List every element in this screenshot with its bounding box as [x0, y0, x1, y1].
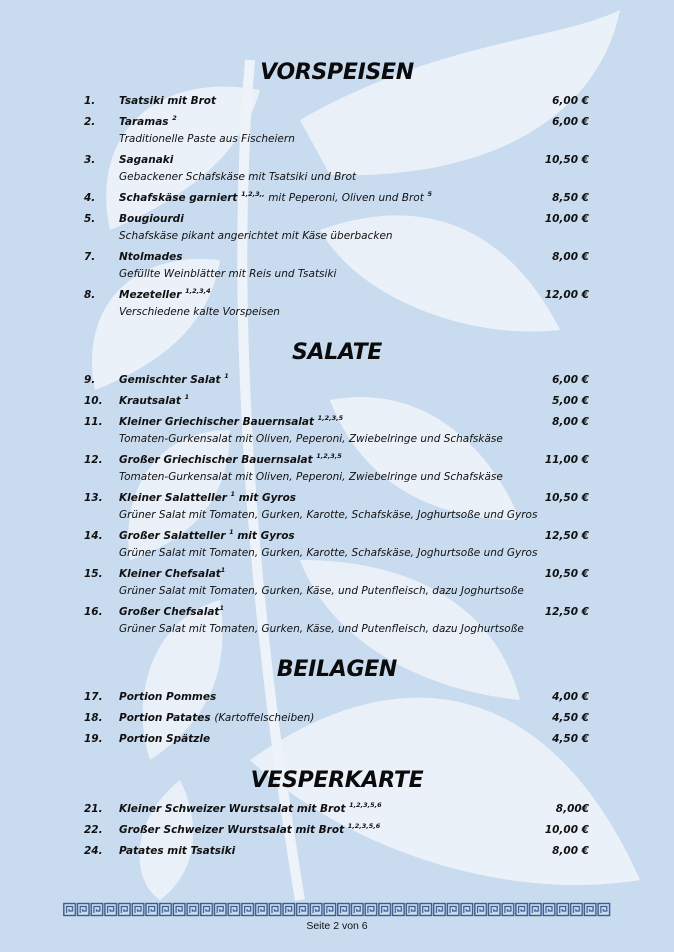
item-price: 10,50 €: [544, 492, 589, 504]
item-name: Ntolmades: [119, 251, 183, 263]
item-description: Gefüllte Weinblätter mit Reis und Tsatsiki: [119, 268, 337, 280]
item-price: 10,50 €: [544, 154, 589, 166]
allergen-note: 1,2,3,5: [316, 452, 342, 460]
item-price: 12,50 €: [544, 606, 589, 618]
item-name-suffix: mit Gyros: [237, 530, 295, 542]
item-name: Kleiner Griechischer Bauernsalat: [119, 416, 314, 428]
item-number: 9.: [84, 374, 96, 386]
allergen-note: 1,2,3,,: [241, 190, 265, 198]
item-number: 18.: [84, 712, 103, 724]
item-name: Portion Patates: [119, 712, 211, 724]
item-number: 3.: [84, 154, 96, 166]
item-name-wrap: [119, 824, 380, 836]
item-name: Kleiner Chefsalat: [119, 568, 221, 580]
item-price: 8,50 €: [552, 192, 589, 204]
allergen-note: 1,2,3,5,6: [349, 801, 382, 809]
section-title-vorspeisen: VORSPEISEN: [260, 60, 414, 85]
item-name-wrap: [119, 492, 296, 504]
section-title-beilagen: BEILAGEN: [276, 657, 398, 682]
item-name: Mezeteller: [119, 289, 182, 301]
item-name-wrap: [119, 568, 225, 580]
item-number: 5.: [84, 213, 96, 225]
item-number: 2.: [84, 116, 96, 128]
item-name-wrap: [119, 374, 229, 386]
item-price: 6,00 €: [552, 116, 589, 128]
item-name: Portion Pommes: [119, 691, 217, 703]
item-price: 8,00 €: [552, 845, 589, 857]
item-number: 15.: [84, 568, 103, 580]
item-price: 5,00 €: [552, 395, 589, 407]
item-description: Grüner Salat mit Tomaten, Gurken, Karotte, Schafskäse, Joghurtsoße und Gyros: [119, 547, 538, 559]
allergen-note: 1,2,3,5,6: [347, 822, 381, 830]
item-number: 10.: [84, 395, 103, 407]
item-name: Taramas: [119, 116, 169, 128]
item-description: Verschiedene kalte Vorspeisen: [119, 306, 280, 318]
item-number: 1.: [84, 95, 96, 107]
item-number: 14.: [84, 530, 103, 542]
item-name-wrap: [119, 712, 314, 724]
page-number: Seite 2 von 6: [306, 920, 368, 932]
item-price: 8,00€: [555, 803, 589, 815]
allergen-note: 1: [219, 604, 224, 612]
item-name: Großer Salatteller: [119, 530, 226, 542]
item-price: 4,50 €: [552, 712, 589, 724]
item-name-wrap: [119, 454, 342, 466]
item-price: 8,00 €: [552, 416, 589, 428]
item-description: Grüner Salat mit Tomaten, Gurken, Karotte, Schafskäse, Joghurtsoße und Gyros: [119, 509, 538, 521]
item-name: Patates mit Tsatsiki: [119, 845, 236, 857]
item-number: 12.: [84, 454, 103, 466]
item-name-wrap: [119, 192, 432, 204]
item-number: 7.: [84, 251, 96, 263]
item-name: Saganaki: [119, 154, 174, 166]
item-price: 4,50 €: [552, 733, 589, 745]
item-number: 8.: [84, 289, 96, 301]
item-name: Tsatsiki mit Brot: [119, 95, 216, 107]
item-description: Traditionelle Paste aus Fischeiern: [119, 133, 295, 145]
allergen-note: 1: [184, 393, 190, 401]
item-extra: (Kartoffelscheiben): [214, 712, 315, 724]
allergen-note: 1,2,3,4: [185, 287, 211, 295]
item-name: Schafskäse garniert: [119, 192, 238, 204]
item-description: Schafskäse pikant angerichtet mit Käse überbacken: [119, 230, 393, 242]
item-price: 12,50 €: [544, 530, 589, 542]
item-name: Gemischter Salat: [119, 374, 221, 386]
item-price: 6,00 €: [552, 374, 589, 386]
item-price: 10,50 €: [544, 568, 589, 580]
item-name-wrap: [119, 416, 343, 428]
allergen-note: 1,2,3,5: [317, 414, 344, 422]
allergen-note: 1: [220, 566, 226, 574]
item-number: 21.: [84, 803, 103, 815]
allergen-note: 2: [172, 114, 177, 122]
item-name: Großer Chefsalat: [119, 606, 220, 618]
allergen-note: 1: [224, 372, 229, 380]
item-name: Krautsalat: [119, 395, 181, 407]
item-description: Grüner Salat mit Tomaten, Gurken, Käse, und Putenfleisch, dazu Joghurtsoße: [119, 585, 524, 597]
item-extra: mit Peperoni, Oliven und Brot: [268, 192, 424, 204]
allergen-note: 5: [427, 190, 433, 198]
item-number: 17.: [84, 691, 103, 703]
item-name: Portion Spätzle: [119, 733, 211, 745]
greek-key-border-icon: [63, 902, 611, 917]
item-number: 11.: [84, 416, 103, 428]
item-name: Kleiner Schweizer Wurstsalat mit Brot: [119, 803, 346, 815]
item-description: Grüner Salat mit Tomaten, Gurken, Käse, und Putenfleisch, dazu Joghurtsoße: [119, 623, 524, 635]
item-number: 24.: [84, 845, 103, 857]
allergen-note: 1: [230, 490, 236, 498]
item-description: Tomaten-Gurkensalat mit Oliven, Peperoni, Zwiebelringe und Schafskäse: [119, 471, 503, 483]
item-name-wrap: [119, 116, 177, 128]
item-name-wrap: [119, 530, 295, 542]
item-price: 6,00 €: [552, 95, 589, 107]
item-price: 4,00 €: [552, 691, 589, 703]
item-name-suffix: mit Gyros: [238, 492, 297, 504]
item-name: Kleiner Salatteller: [119, 492, 227, 504]
item-number: 22.: [84, 824, 103, 836]
item-price: 11,00 €: [544, 454, 589, 466]
item-name-wrap: [119, 803, 382, 815]
item-name-wrap: [119, 289, 211, 301]
item-name: Großer Griechischer Bauernsalat: [119, 454, 313, 466]
item-number: 19.: [84, 733, 103, 745]
item-number: 13.: [84, 492, 103, 504]
item-price: 8,00 €: [552, 251, 589, 263]
item-price: 10,00 €: [544, 213, 589, 225]
item-price: 10,00 €: [544, 824, 589, 836]
item-price: 12,00 €: [544, 289, 589, 301]
item-description: Gebackener Schafskäse mit Tsatsiki und Brot: [119, 171, 357, 183]
item-description: Tomaten-Gurkensalat mit Oliven, Peperoni, Zwiebelringe und Schafskäse: [119, 433, 503, 445]
section-title-salate: SALATE: [291, 340, 383, 365]
item-number: 16.: [84, 606, 103, 618]
item-name-wrap: [119, 395, 189, 407]
allergen-note: 1: [229, 528, 234, 536]
section-title-vesperkarte: VESPERKARTE: [250, 768, 424, 793]
item-number: 4.: [84, 192, 96, 204]
item-name: Großer Schweizer Wurstsalat mit Brot: [119, 824, 345, 836]
item-name-wrap: [119, 606, 224, 618]
item-name: Bougiourdi: [119, 213, 184, 225]
